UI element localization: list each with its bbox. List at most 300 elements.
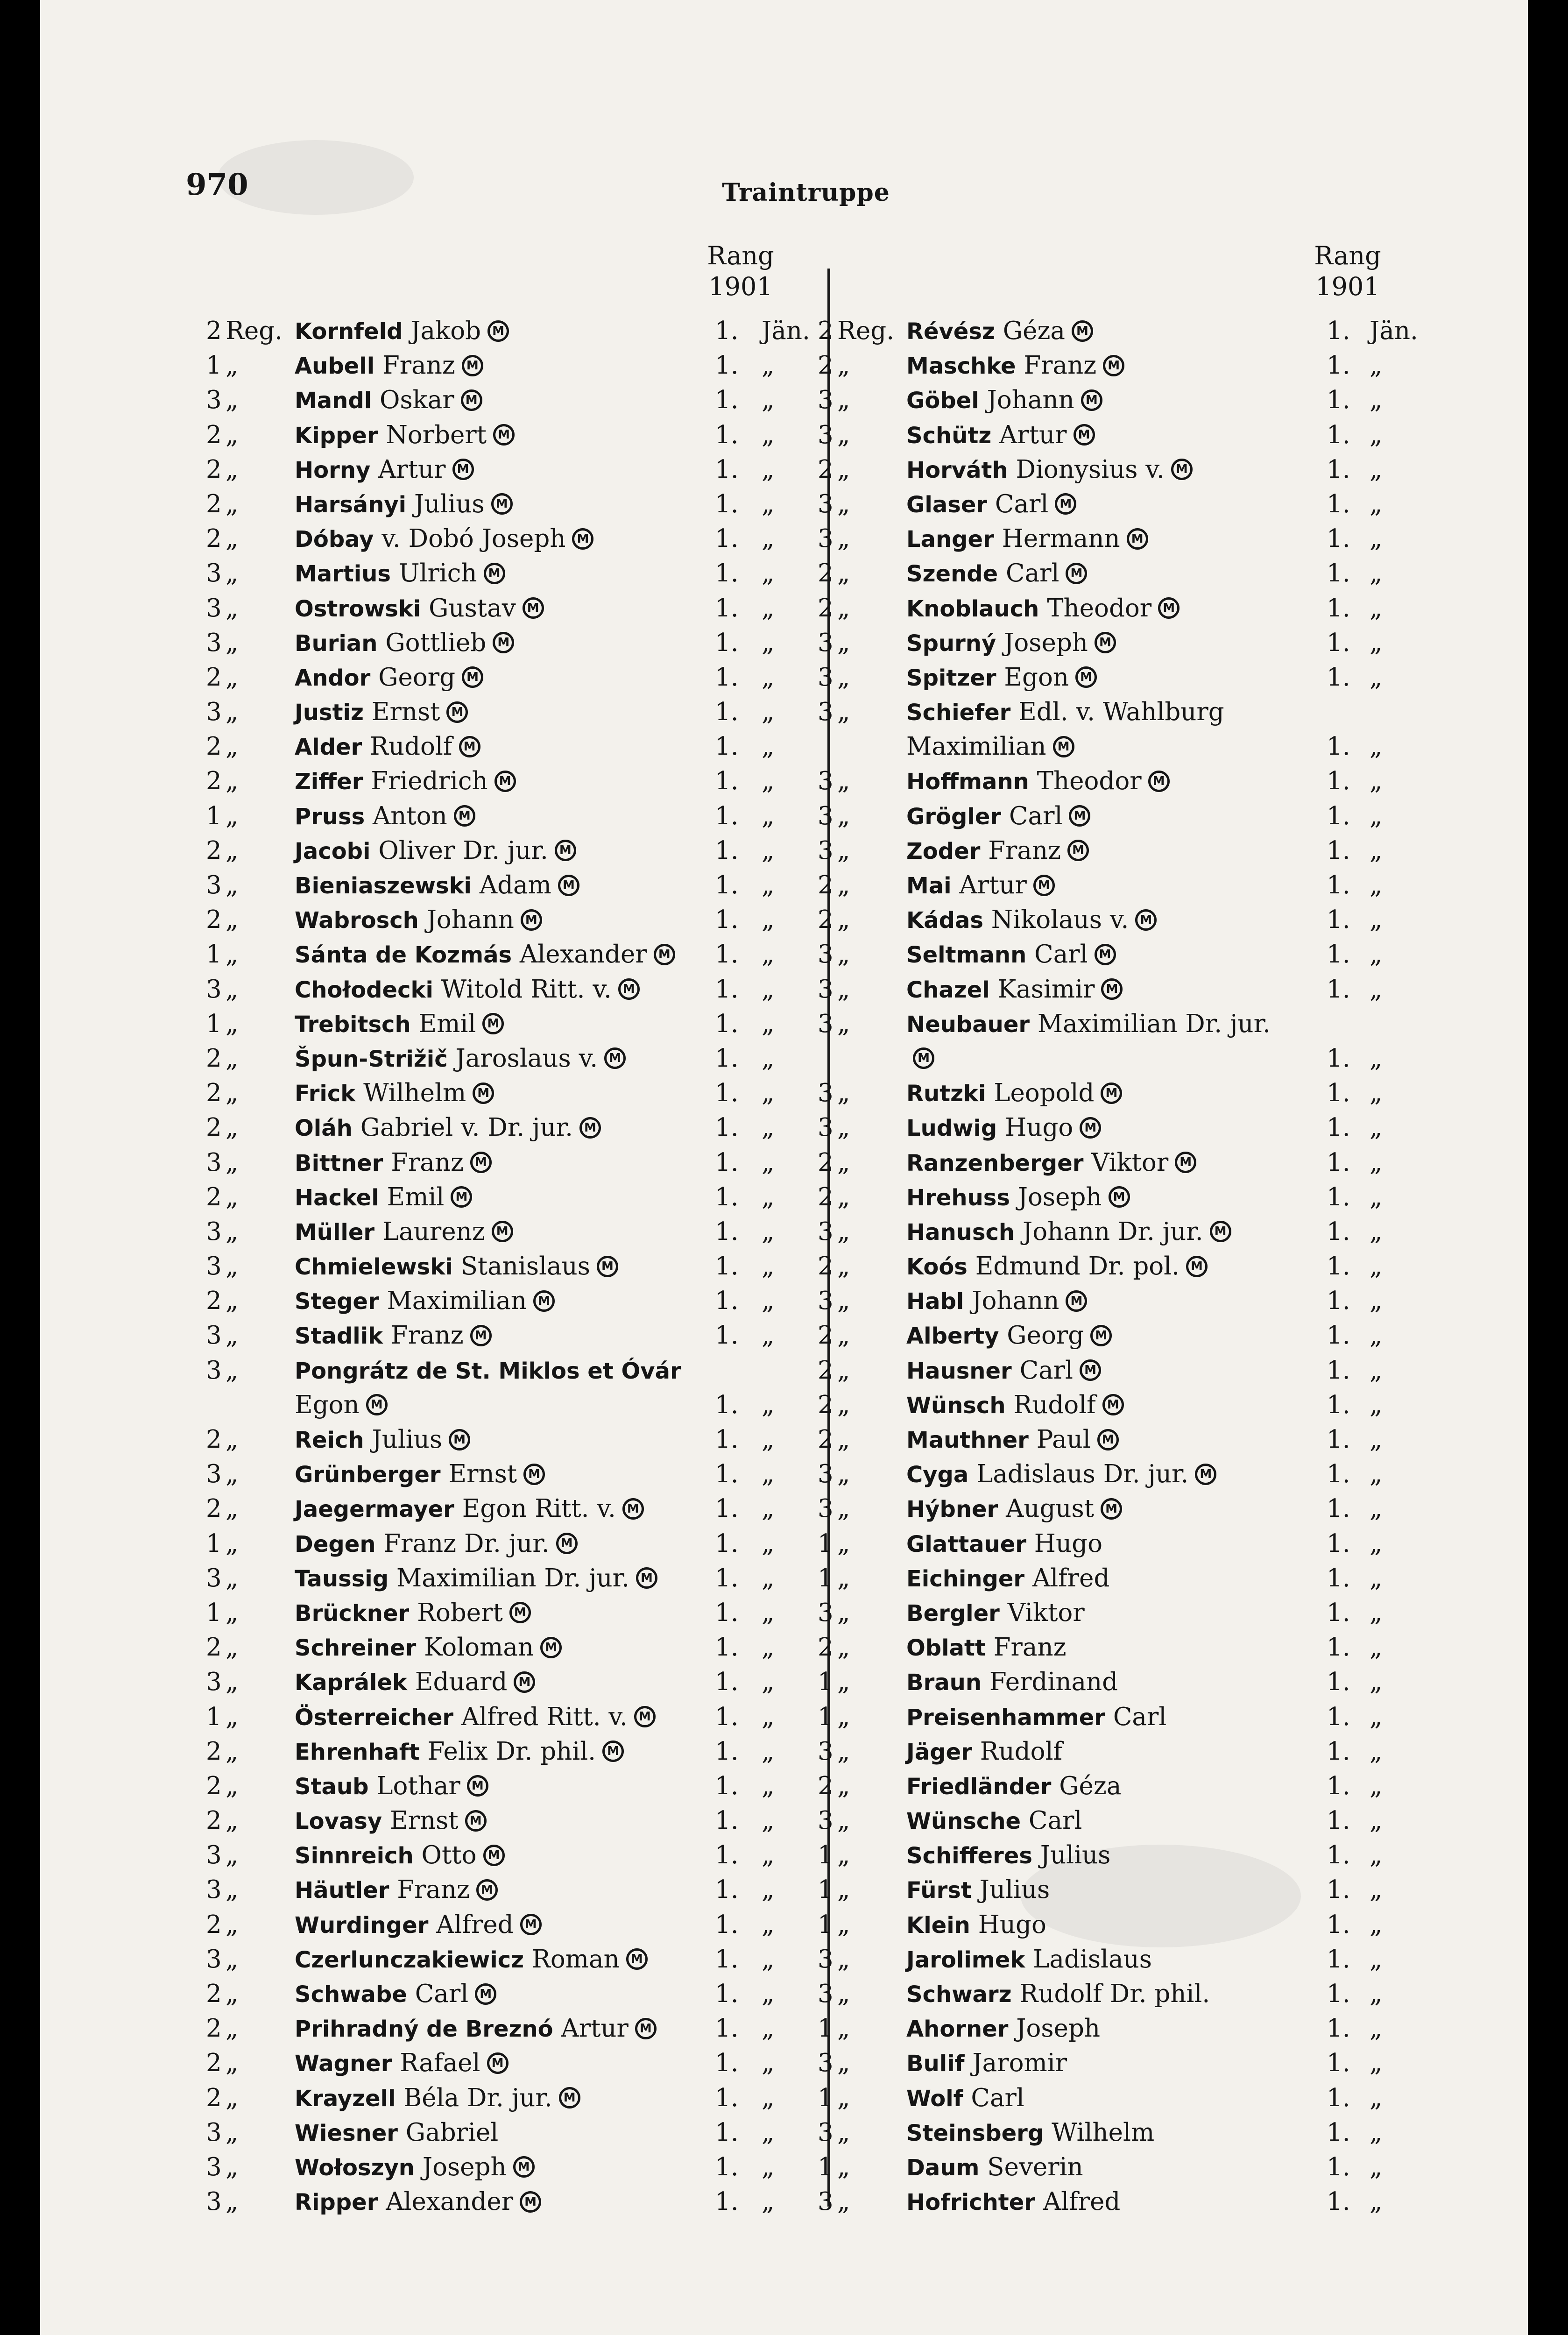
- rank-month: „: [762, 1529, 775, 1558]
- given-name: Alexander: [519, 940, 647, 969]
- surname: Grünberger: [295, 1462, 441, 1488]
- given-name: Ladislaus Dr. jur.: [976, 1460, 1189, 1489]
- rank-month: „: [762, 2014, 775, 2043]
- regiment-number: 3: [818, 975, 833, 1004]
- given-name: Alfred: [436, 1910, 514, 1939]
- rank-month: „: [1370, 455, 1383, 484]
- given-name: Koloman: [424, 1633, 534, 1662]
- m-circle-icon: M: [520, 2191, 541, 2213]
- officer-name: [295, 626, 514, 661]
- regiment-number: 2: [206, 317, 222, 345]
- regiment-number: 2: [818, 455, 833, 484]
- given-name: Jaromir: [972, 2049, 1067, 2078]
- rank-day: 1.: [1327, 1148, 1350, 1177]
- given-name: Carl: [1009, 801, 1063, 830]
- regiment-unit: „: [837, 801, 850, 830]
- officer-name: [906, 348, 1124, 383]
- scanned-page: [34, 0, 1534, 2335]
- given-name: Eduard: [415, 1668, 508, 1697]
- given-name: Artur: [999, 420, 1067, 449]
- regiment-unit: „: [226, 663, 239, 692]
- given-name: Stanislaus: [460, 1252, 590, 1281]
- rank-day: 1.: [715, 1390, 739, 1419]
- regiment: [818, 1665, 906, 1699]
- officer-name: [906, 2185, 1120, 2220]
- roster-entry: [818, 1422, 1439, 1457]
- roster-entry: [206, 868, 822, 903]
- regiment-unit: „: [226, 1460, 239, 1489]
- given-name: Hugo: [1034, 1529, 1102, 1558]
- rank-month: „: [1370, 1980, 1383, 2008]
- surname: Schifferes: [906, 1843, 1032, 1869]
- rank-month: „: [762, 1079, 775, 1108]
- surname: Frick: [295, 1081, 356, 1107]
- surname: Spurný: [906, 630, 996, 657]
- regiment: [206, 764, 295, 799]
- regiment: [206, 695, 295, 729]
- regiment: [818, 626, 906, 660]
- surname: Bergler: [906, 1600, 1000, 1627]
- officer-name: [906, 1492, 1122, 1527]
- roster-entry: [206, 1353, 822, 1388]
- rank-day: 1.: [715, 1980, 739, 2008]
- m-circle-icon: M: [461, 389, 482, 411]
- rank-day: 1.: [715, 1945, 739, 1974]
- rank-day: 1.: [715, 1702, 739, 1731]
- regiment: [818, 1596, 906, 1630]
- regiment-unit: „: [837, 628, 850, 657]
- surname: Martius: [295, 561, 391, 587]
- regiment: [206, 1249, 295, 1284]
- given-name: Carl: [1113, 1702, 1167, 1731]
- m-circle-icon: M: [1102, 1394, 1124, 1415]
- regiment-unit: „: [837, 1771, 850, 1800]
- regiment-number: 2: [206, 524, 222, 553]
- surname: Göbel: [906, 388, 979, 414]
- regiment-number: 3: [818, 1079, 833, 1108]
- officer-name: [295, 1561, 657, 1596]
- given-name: Franz: [382, 351, 455, 380]
- officer-name: [295, 1180, 472, 1215]
- regiment-unit: „: [226, 594, 239, 623]
- rank-day: 1.: [715, 1737, 739, 1766]
- regiment-number: 3: [818, 1737, 833, 1766]
- surname: Jarolimek: [906, 1946, 1025, 1973]
- regiment-unit: „: [837, 2118, 850, 2147]
- surname: Habl: [906, 1288, 964, 1315]
- given-name: Oliver Dr. jur.: [378, 836, 548, 865]
- officer-name: [295, 487, 513, 522]
- regiment-number: 2: [818, 317, 833, 345]
- roster-entry: [206, 1388, 822, 1422]
- roster-entry: [818, 314, 1439, 348]
- rank-day: 1.: [715, 1841, 739, 1870]
- regiment-unit: „: [837, 1113, 850, 1142]
- regiment: [818, 1215, 906, 1249]
- regiment-unit: „: [837, 594, 850, 623]
- regiment: [818, 487, 906, 522]
- surname: Bieniaszewski: [295, 873, 472, 899]
- regiment-unit: „: [226, 871, 239, 899]
- given-name: Julius: [1040, 1841, 1111, 1870]
- roster-entry: [818, 1838, 1439, 1873]
- regiment: [818, 1318, 906, 1353]
- roster-entry: [818, 1561, 1439, 1596]
- officer-name: [906, 591, 1180, 626]
- regiment-unit: „: [837, 1009, 850, 1038]
- rank-day: 1.: [1327, 1910, 1350, 1939]
- surname: Lovasy: [295, 1808, 382, 1835]
- officer-name: [295, 1318, 492, 1353]
- regiment-number: 3: [818, 1460, 833, 1489]
- officer-name: [295, 1007, 504, 1042]
- officer-name: [295, 1769, 488, 1804]
- surname: Dóbay: [295, 526, 374, 553]
- given-name: Roman: [531, 1945, 620, 1974]
- regiment: [818, 383, 906, 417]
- officer-name: [906, 1908, 1046, 1943]
- roster-entry: [206, 626, 822, 660]
- regiment-number: 1: [206, 801, 222, 830]
- regiment: [206, 1353, 295, 1388]
- regiment-number: 2: [206, 1113, 222, 1142]
- given-name: August: [1006, 1494, 1095, 1523]
- rank-day: 1.: [715, 2152, 739, 2181]
- surname: Zoder: [906, 838, 981, 864]
- officer-name: [295, 1492, 644, 1527]
- rank-month: „: [1370, 1287, 1383, 1316]
- regiment: [206, 903, 295, 937]
- roster-entry: [818, 972, 1439, 1007]
- given-name: Viktor: [1007, 1598, 1085, 1627]
- rank-month: „: [762, 663, 775, 692]
- regiment: [818, 556, 906, 591]
- regiment-number: 3: [818, 2187, 833, 2216]
- rank-day: 1.: [715, 1079, 739, 1108]
- m-circle-icon: M: [487, 320, 509, 342]
- rank-month: „: [1370, 1529, 1383, 1558]
- rank-day: 1.: [715, 1910, 739, 1939]
- regiment-unit: „: [837, 455, 850, 484]
- rank-day: 1.: [1327, 489, 1350, 518]
- regiment: [818, 591, 906, 626]
- roster-entry: [206, 834, 822, 868]
- roster-entry: [818, 764, 1439, 799]
- rank-month: „: [762, 1425, 775, 1454]
- given-name: Artur: [561, 2014, 629, 2043]
- regiment-number: 3: [206, 594, 222, 623]
- regiment-unit: „: [837, 1945, 850, 1974]
- regiment-number: 3: [818, 489, 833, 518]
- roster-entry: [818, 1388, 1439, 1422]
- regiment: [206, 383, 295, 417]
- rank-month: „: [762, 2187, 775, 2216]
- regiment-number: 3: [206, 1217, 222, 1246]
- m-circle-icon: M: [470, 1325, 492, 1346]
- roster-entry: [206, 348, 822, 383]
- regiment: [818, 2185, 906, 2219]
- rank-month: „: [1370, 1737, 1383, 1766]
- regiment-number: 3: [818, 1009, 833, 1038]
- regiment-number: 1: [818, 2083, 833, 2112]
- regiment-unit: „: [837, 975, 850, 1004]
- rank-month: „: [762, 489, 775, 518]
- regiment-number: 2: [818, 1633, 833, 1662]
- surname: Aubell: [295, 353, 375, 380]
- roster-entry: [206, 1561, 822, 1596]
- regiment: [818, 522, 906, 556]
- rank-month: „: [762, 1009, 775, 1038]
- regiment-number: 3: [818, 1494, 833, 1523]
- regiment: [206, 2081, 295, 2116]
- rank-month: „: [1370, 1321, 1383, 1350]
- regiment-unit: „: [837, 906, 850, 934]
- roster-entry: [818, 1977, 1439, 2011]
- regiment: [206, 487, 295, 522]
- officer-name: [906, 1318, 1112, 1353]
- regiment-number: 3: [206, 1841, 222, 1870]
- officer-name: [906, 1249, 1208, 1284]
- given-name: Franz: [988, 836, 1061, 865]
- roster-entry: [818, 903, 1439, 937]
- rank-day: 1.: [1327, 1182, 1350, 1211]
- m-circle-icon: M: [572, 528, 593, 550]
- rank-day: 1.: [715, 1806, 739, 1835]
- regiment-number: 3: [206, 975, 222, 1004]
- given-name: Adam: [479, 871, 551, 899]
- rank-month: „: [1370, 836, 1383, 865]
- officer-name: [906, 418, 1095, 453]
- rank-day: 1.: [715, 1460, 739, 1489]
- officer-name: [295, 348, 483, 383]
- m-circle-icon: M: [634, 1706, 656, 1727]
- regiment-number: 1: [206, 940, 222, 969]
- m-circle-icon: M: [635, 2018, 657, 2039]
- page-number: 970: [186, 167, 248, 202]
- roster-entry: [206, 903, 822, 937]
- officer-name: [295, 556, 505, 591]
- rank-month: „: [762, 1252, 775, 1281]
- surname: Wabrosch: [295, 907, 419, 934]
- roster-entry: [818, 868, 1439, 903]
- roster-entry: [206, 1596, 822, 1630]
- rank-month: „: [1370, 975, 1383, 1004]
- officer-name: [906, 1977, 1210, 2012]
- rank-month: „: [1370, 1910, 1383, 1939]
- rank-month: „: [1370, 1494, 1383, 1523]
- given-name: Alfred Ritt. v.: [461, 1702, 628, 1731]
- rank-month: „: [762, 594, 775, 623]
- rank-day: 1.: [715, 559, 739, 588]
- roster-entry: [206, 453, 822, 487]
- rank-day: 1.: [1327, 801, 1350, 830]
- roster-entry: [206, 2150, 822, 2185]
- officer-name: [295, 1457, 545, 1492]
- regiment: [206, 1457, 295, 1492]
- regiment: [206, 1977, 295, 2011]
- roster-entry: [206, 1908, 822, 1942]
- regiment-unit: „: [837, 1702, 850, 1731]
- rank-day: 1.: [715, 594, 739, 623]
- regiment-number: 2: [206, 836, 222, 865]
- officer-name: [295, 729, 480, 764]
- regiment-number: 3: [818, 663, 833, 692]
- regiment: [818, 1630, 906, 1665]
- regiment-number: 3: [818, 1113, 833, 1142]
- officer-name: [906, 1838, 1110, 1873]
- regiment: [818, 314, 906, 348]
- regiment-unit: „: [837, 2152, 850, 2181]
- roster-entry: [206, 1977, 822, 2011]
- given-name: Maximilian Dr. jur.: [396, 1564, 629, 1592]
- given-name: Alfred: [1032, 1564, 1110, 1592]
- regiment-unit: „: [226, 386, 239, 415]
- regiment-unit: „: [837, 351, 850, 380]
- given-name: Géza: [1059, 1771, 1122, 1800]
- regiment: [818, 1457, 906, 1492]
- roster-entry: [818, 1492, 1439, 1526]
- rank-day: 1.: [1327, 559, 1350, 588]
- roster-entry: [206, 1007, 822, 1041]
- regiment: [206, 972, 295, 1007]
- regiment: [206, 1908, 295, 1942]
- m-circle-icon: M: [1101, 1083, 1122, 1104]
- surname: Horváth: [906, 457, 1008, 483]
- m-circle-icon: M: [366, 1394, 388, 1415]
- regiment-unit: „: [226, 1598, 239, 1627]
- rank-month: „: [762, 698, 775, 727]
- surname: Alder: [295, 734, 362, 761]
- given-name: Felix Dr. phil.: [427, 1737, 596, 1766]
- regiment-number: 3: [206, 1321, 222, 1350]
- left-roster-column: [206, 314, 822, 2219]
- rank-month: „: [1370, 1079, 1383, 1108]
- rank-day: 1.: [1327, 906, 1350, 934]
- regiment-number: 3: [818, 1806, 833, 1835]
- regiment-unit: „: [226, 767, 239, 796]
- rank-day: 1.: [715, 940, 739, 969]
- roster-entry: [818, 487, 1439, 522]
- regiment-unit: „: [226, 524, 239, 553]
- rank-month: „: [762, 1841, 775, 1870]
- m-circle-icon: M: [1095, 944, 1116, 965]
- officer-name: [295, 695, 468, 730]
- given-name: Edl. v. Wahlburg: [1018, 698, 1224, 727]
- rank-month: „: [1370, 1044, 1383, 1073]
- rank-day: 1.: [1327, 2049, 1350, 2078]
- regiment-number: 3: [818, 628, 833, 657]
- regiment-number: 2: [206, 1633, 222, 1662]
- officer-name: [906, 799, 1090, 834]
- given-name: Hugo: [978, 1910, 1046, 1939]
- regiment-unit: „: [226, 698, 239, 727]
- rank-day: 1.: [715, 801, 739, 830]
- regiment-unit: „: [837, 2049, 850, 2078]
- regiment-unit: „: [837, 871, 850, 899]
- rank-day: 1.: [715, 1287, 739, 1316]
- officer-name: [295, 972, 640, 1007]
- regiment: [818, 903, 906, 937]
- m-circle-icon: M: [626, 1948, 648, 1970]
- surname: Hoffmann: [906, 769, 1029, 795]
- given-name: Franz: [397, 1875, 470, 1904]
- roster-entry: [818, 522, 1439, 556]
- rank-month: „: [1370, 1113, 1383, 1142]
- m-circle-icon: M: [520, 1914, 542, 1935]
- surname: Prihradný de Breznó: [295, 2016, 553, 2043]
- rank-month: „: [762, 420, 775, 449]
- rank-month: „: [762, 1633, 775, 1662]
- rank-month: „: [1370, 801, 1383, 830]
- regiment-number: 3: [818, 1287, 833, 1316]
- rank-month: „: [762, 1564, 775, 1592]
- regiment-number: 2: [818, 1425, 833, 1454]
- regiment-unit: „: [226, 628, 239, 657]
- surname: Rutzki: [906, 1081, 986, 1107]
- regiment-number: 2: [818, 1321, 833, 1350]
- surname: Oblatt: [906, 1635, 986, 1662]
- roster-entry: [206, 1041, 822, 1076]
- roster-entry: [818, 2185, 1439, 2219]
- regiment: [818, 799, 906, 834]
- rank-day: 1.: [1327, 524, 1350, 553]
- regiment-unit: „: [226, 1564, 239, 1592]
- roster-entry: [206, 660, 822, 695]
- rank-month: „: [762, 1806, 775, 1835]
- rank-day: 1.: [1327, 2083, 1350, 2112]
- rank-day: 1.: [1327, 1564, 1350, 1592]
- m-circle-icon: M: [1186, 1256, 1208, 1277]
- rank-day: 1.: [1327, 836, 1350, 865]
- rank-month: „: [762, 1182, 775, 1211]
- officer-name: [295, 2046, 509, 2081]
- regiment: [206, 1665, 295, 1699]
- m-circle-icon: M: [484, 563, 505, 584]
- roster-entry: [206, 2081, 822, 2116]
- rank-day: 1.: [1327, 1079, 1350, 1108]
- officer-name: [906, 764, 1170, 799]
- m-circle-icon: M: [1097, 1429, 1119, 1451]
- roster-entry: [818, 1076, 1439, 1111]
- regiment-number: 1: [206, 1529, 222, 1558]
- rank-month: „: [762, 1910, 775, 1939]
- surname: Hanusch: [906, 1219, 1015, 1245]
- regiment-number: 2: [818, 871, 833, 899]
- rank-day: 1.: [715, 1668, 739, 1697]
- officer-name: [906, 1527, 1102, 1562]
- rank-day: 1.: [715, 1564, 739, 1592]
- rank-day: 1.: [1327, 1702, 1350, 1731]
- officer-name: [906, 2081, 1024, 2116]
- officer-name: [906, 1111, 1101, 1146]
- regiment-unit: „: [837, 489, 850, 518]
- rank-month: „: [1370, 2049, 1383, 2078]
- rank-day: 1.: [715, 317, 739, 345]
- rank-month: „: [762, 1217, 775, 1246]
- regiment-number: 1: [818, 1668, 833, 1697]
- regiment: [818, 868, 906, 903]
- roster-entry: [818, 1007, 1439, 1041]
- rank-month: „: [1370, 1668, 1383, 1697]
- regiment-number: 2: [206, 2083, 222, 2112]
- regiment-number: 3: [206, 1564, 222, 1592]
- rank-month: „: [1370, 871, 1383, 899]
- m-circle-icon: M: [622, 1498, 644, 1520]
- regiment-number: 3: [206, 1148, 222, 1177]
- regiment-unit: „: [226, 2118, 239, 2147]
- roster-entry: [206, 1457, 822, 1492]
- rank-day: 1.: [1327, 2152, 1350, 2181]
